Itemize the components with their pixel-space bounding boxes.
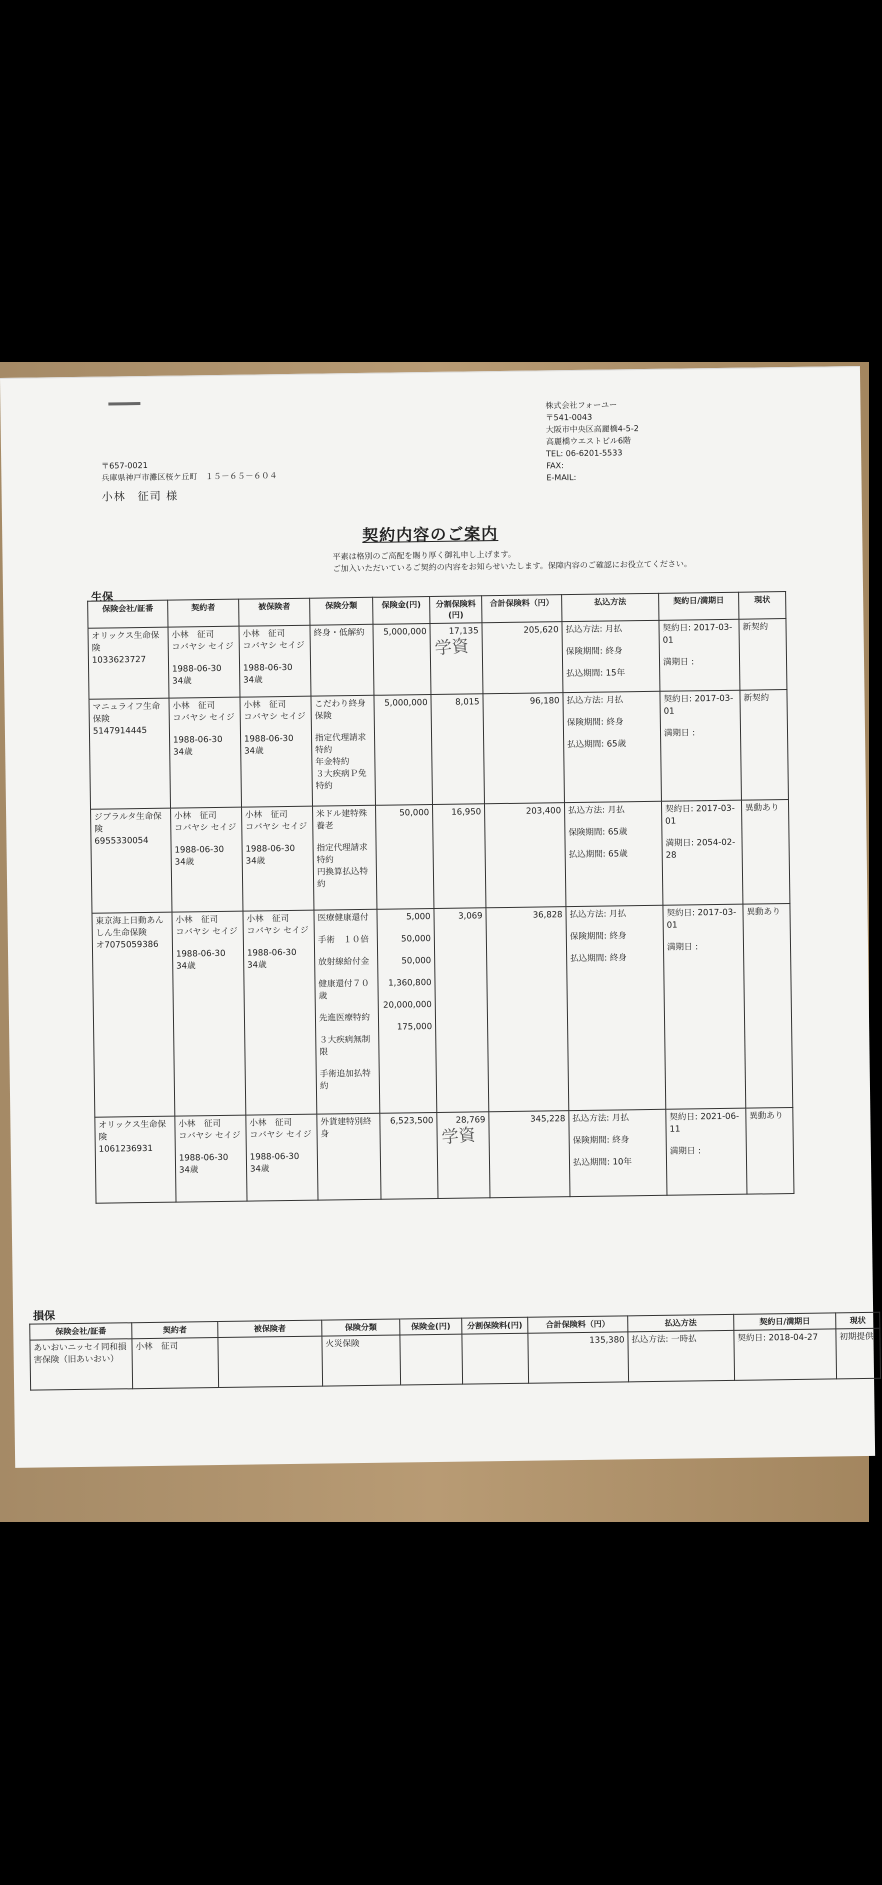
life-cell-premium	[434, 908, 489, 1113]
life-header-cell: 契約日/満期日	[659, 592, 739, 620]
nonlife-header-cell: 契約者	[132, 1322, 218, 1339]
life-payment-line: 払込期間: 終身	[570, 953, 627, 965]
life-cell-total	[486, 907, 569, 1112]
life-cell-company	[91, 808, 172, 913]
life-cell-status	[743, 904, 793, 1109]
life-payment-line: 払込方法: 月払	[569, 909, 627, 921]
company-address-line1: 大阪市中央区高麗橋4-5-2	[545, 424, 639, 435]
life-insured-line: 34歳	[244, 746, 264, 757]
life-header-cell: 現状	[739, 592, 786, 620]
life-premium-value: 28,769	[455, 1115, 486, 1126]
life-insured-line: 34歳	[250, 1164, 270, 1175]
life-company-line: ジブラルタ生命保険	[94, 811, 162, 835]
life-contractor-line: コバヤシ セイジ	[175, 926, 238, 938]
life-category-line: 手術 １０倍	[317, 934, 369, 946]
life-cell-amount	[377, 908, 437, 1113]
life-amount-line: 5,000,000	[384, 698, 428, 709]
life-date-line: 契約日: 2017-03-01	[666, 907, 737, 931]
life-cell-payment	[564, 801, 662, 906]
life-cell-insured	[240, 696, 313, 807]
life-cell-category	[311, 695, 376, 806]
company-address-line2: 高麗橋ウエストビル6階	[545, 436, 632, 447]
nonlife-header-cell: 分割保険料(円)	[462, 1317, 528, 1334]
life-company-line: オ7075059386	[95, 939, 159, 951]
life-total-value: 96,180	[529, 696, 560, 707]
life-company-line: オリックス生命保険	[98, 1119, 167, 1143]
nonlife-header-cell: 合計保険料（円）	[528, 1316, 628, 1333]
life-status-value: 異動あり	[746, 907, 781, 918]
life-insured-line: 1988-06-30	[244, 733, 294, 745]
life-header-cell: 被保険者	[239, 598, 310, 626]
life-cell-amount	[374, 695, 433, 806]
life-status-value: 新契約	[742, 622, 769, 633]
life-cell-status	[741, 800, 789, 905]
life-date-line: 満期日 :	[663, 728, 696, 739]
life-insured-line: コバヤシ セイジ	[243, 711, 306, 723]
life-status-value: 新契約	[743, 693, 770, 704]
document-title: 契約内容のご案内	[362, 524, 499, 545]
life-insurance-table	[87, 591, 794, 1204]
nonlife-cell-amount	[400, 1334, 463, 1385]
life-contractor-line: 小林 征司	[175, 915, 219, 926]
life-insured-line: 小林 征司	[245, 810, 288, 821]
life-amount-line: 5,000	[406, 912, 431, 923]
life-cell-amount	[376, 805, 434, 910]
nonlife-dates-value: 契約日: 2018-04-27	[737, 1332, 819, 1344]
nonlife-cell-contractor	[132, 1338, 219, 1389]
life-table-row	[91, 800, 790, 914]
nonlife-status-value: 初期提供	[839, 1331, 874, 1343]
nonlife-contractor-value: 小林 征司	[135, 1341, 179, 1353]
company-name: 株式会社フォーユー	[545, 400, 618, 411]
life-cell-premium	[431, 694, 485, 805]
life-table-row	[92, 904, 793, 1118]
life-cell-category	[313, 805, 377, 910]
life-cell-dates	[666, 1108, 747, 1195]
life-cell-contractor	[175, 1115, 247, 1202]
life-date-line: 契約日: 2021-06-11	[669, 1111, 740, 1135]
life-date-line: 契約日: 2017-03-01	[662, 622, 733, 646]
life-payment-line: 払込期間: 15年	[566, 668, 626, 680]
nonlife-cell-company	[30, 1339, 133, 1390]
life-premium-value: 8,015	[455, 697, 480, 708]
life-header-cell: 契約者	[168, 599, 239, 627]
life-insured-line: 1988-06-30	[243, 662, 293, 674]
recipient-name: 小林 征司 様	[101, 489, 179, 504]
life-cell-company	[89, 698, 171, 809]
life-table-row	[88, 619, 787, 700]
life-category-line: 米ドル建特殊養老	[316, 808, 368, 832]
life-cell-payment	[566, 905, 666, 1110]
life-cell-insured	[243, 910, 317, 1115]
life-category-line: ３大疾病無制限	[319, 1034, 371, 1058]
handwritten-note: 学資	[434, 636, 470, 660]
life-company-line: オリックス生命保険	[91, 630, 160, 654]
life-category-line: 健康還付７０歳	[318, 978, 370, 1002]
life-contractor-line: 小林 征司	[171, 630, 215, 641]
life-company-line: 5147914445	[92, 725, 148, 737]
life-cell-dates	[660, 690, 742, 801]
life-date-line: 契約日: 2017-03-01	[665, 803, 735, 827]
document-paper	[0, 366, 875, 1468]
handwritten-note: 学資	[440, 1125, 477, 1149]
life-cell-status	[739, 619, 787, 691]
life-cell-total	[483, 693, 565, 804]
life-category-line: 円換算払込特約	[316, 866, 369, 890]
life-amount-line: 6,523,500	[390, 1116, 434, 1127]
recipient-address	[101, 458, 277, 484]
nonlife-cell-payment	[628, 1330, 735, 1381]
life-table-row	[89, 690, 788, 810]
top-letterbox	[0, 0, 869, 362]
life-contractor-line: 小林 征司	[172, 701, 216, 712]
nonlife-header-cell: 保険金(円)	[400, 1318, 462, 1335]
life-contractor-line: 34歳	[173, 747, 193, 758]
life-cell-total	[484, 803, 565, 908]
life-date-line: 満期日 :	[662, 657, 695, 668]
life-contractor-line: 1988-06-30	[173, 734, 223, 746]
life-cell-dates	[663, 904, 746, 1109]
life-cell-premium	[430, 623, 483, 695]
life-cell-premium	[432, 804, 485, 909]
life-cell-amount	[380, 1112, 438, 1199]
life-cell-payment	[569, 1109, 667, 1196]
life-category-line: 年金特約	[315, 757, 350, 768]
life-category-line: 手術追加払特約	[319, 1068, 371, 1092]
life-date-line: 満期日 :	[669, 1146, 702, 1157]
life-amount-line: 175,000	[396, 1022, 433, 1033]
nonlife-insurance-table	[29, 1312, 881, 1391]
nonlife-header-cell: 保険会社/証番	[30, 1323, 132, 1340]
life-insured-line: 1988-06-30	[249, 1151, 300, 1163]
life-category-line: 外貨建特別終身	[320, 1116, 372, 1140]
company-tel: TEL: 06-6201-5533	[546, 448, 623, 459]
life-category-line: 放射線給付金	[318, 956, 370, 968]
greeting-line-1: 平素は格別のご高配を賜り厚く御礼申し上げます。	[332, 549, 516, 562]
life-insured-line: コバヤシ セイジ	[245, 821, 308, 833]
nonlife-header-cell: 払込方法	[628, 1314, 734, 1331]
life-category-line: 指定代理請求特約	[314, 732, 367, 756]
company-email: E-MAIL:	[546, 472, 577, 483]
nonlife-cell-premium	[462, 1333, 529, 1384]
company-block	[545, 399, 639, 484]
life-contractor-line: 34歳	[172, 676, 192, 687]
life-category-line: こだわり終身保険	[314, 698, 366, 722]
life-payment-line: 払込方法: 月払	[566, 695, 624, 707]
life-contractor-line: 34歳	[179, 1165, 199, 1176]
life-cell-total	[482, 622, 563, 694]
life-cell-total	[489, 1111, 570, 1198]
nonlife-category-value: 火災保険	[325, 1339, 360, 1350]
life-cell-payment	[563, 691, 662, 802]
life-premium-value: 3,069	[458, 911, 483, 922]
life-contractor-line: 1988-06-30	[175, 948, 226, 960]
life-payment-line: 払込期間: 10年	[572, 1157, 632, 1169]
life-company-line: 東京海上日動あんしん生命保険	[95, 915, 164, 939]
life-company-line: 1033623727	[91, 654, 147, 666]
life-amount-line: 1,360,800	[388, 978, 432, 989]
life-header-cell: 保険分類	[310, 597, 373, 625]
life-category-line: 医療健康還付	[317, 912, 369, 924]
life-amount-line: 5,000,000	[383, 627, 427, 638]
life-insured-line: 小林 征司	[243, 700, 287, 711]
life-payment-line: 払込方法: 月払	[572, 1113, 630, 1125]
logo-mark	[108, 402, 140, 405]
life-contractor-line: 34歳	[174, 857, 195, 868]
life-cell-status	[740, 690, 789, 801]
life-payment-line: 保険期間: 65歳	[568, 827, 628, 839]
life-payment-line: 払込期間: 65歳	[567, 739, 627, 751]
life-table-row	[95, 1108, 794, 1204]
life-contractor-line: 1988-06-30	[172, 663, 222, 675]
nonlife-cell-insured	[218, 1336, 323, 1387]
life-cell-dates	[659, 619, 740, 691]
life-category-line: ３大疾病Ｐ免特約	[315, 768, 367, 792]
life-cell-amount	[373, 624, 431, 696]
life-cell-contractor	[168, 626, 240, 698]
life-insured-line: コバヤシ セイジ	[242, 640, 305, 652]
life-payment-line: 保険期間: 終身	[566, 717, 624, 729]
life-cell-category	[314, 909, 380, 1114]
life-date-line: 満期日 :	[666, 942, 699, 953]
life-insured-line: 小林 征司	[249, 1117, 293, 1129]
nonlife-company-value: あいおいニッセイ同和損害保険（旧あいおい）	[33, 1342, 127, 1366]
life-cell-premium	[437, 1112, 490, 1199]
life-header-cell: 保険会社/証番	[88, 600, 168, 628]
life-payment-line: 保険期間: 終身	[572, 1135, 630, 1147]
nonlife-cell-status	[836, 1328, 881, 1379]
life-category-line: 指定代理請求特約	[316, 842, 368, 866]
life-status-value: 異動あり	[745, 803, 780, 814]
life-premium-value: 17,135	[448, 626, 479, 637]
life-total-value: 205,620	[523, 625, 559, 636]
nonlife-header-cell: 被保険者	[218, 1320, 322, 1337]
life-contractor-line: コバヤシ セイジ	[178, 1130, 241, 1142]
life-insured-line: コバヤシ セイジ	[246, 925, 309, 937]
greeting-text	[332, 546, 691, 575]
nonlife-cell-category	[322, 1335, 401, 1386]
life-insured-line: 小林 征司	[242, 629, 286, 640]
bottom-letterbox	[0, 1522, 869, 1885]
life-cell-contractor	[172, 911, 246, 1116]
life-cell-category	[317, 1113, 381, 1200]
life-insured-line: 1988-06-30	[245, 843, 296, 855]
life-cell-insured	[239, 625, 311, 697]
life-amount-line: 50,000	[401, 956, 432, 967]
life-cell-category	[310, 624, 374, 696]
life-insured-line: 小林 征司	[246, 914, 290, 925]
life-header-cell: 払込方法	[562, 593, 659, 621]
greeting-line-2: ご加入いただいているご契約の内容をお知らせいたします。保障内容のご確認にお役立てください。	[332, 559, 692, 574]
life-status-value: 異動あり	[749, 1111, 784, 1122]
life-cell-status	[746, 1108, 794, 1195]
nonlife-cell-dates	[734, 1329, 837, 1380]
life-contractor-line: 1988-06-30	[174, 844, 225, 856]
life-contractor-line: 小林 征司	[178, 1118, 222, 1130]
life-insured-line: コバヤシ セイジ	[249, 1129, 312, 1141]
life-header-cell: 合計保険料（円）	[482, 595, 562, 623]
life-payment-line: 払込方法: 月払	[568, 805, 625, 817]
life-amount-line: 50,000	[401, 934, 431, 945]
life-header-cell: 保険金(円)	[373, 597, 430, 625]
life-contractor-line: 1988-06-30	[178, 1152, 229, 1164]
life-cell-company	[88, 627, 169, 699]
life-cell-insured	[242, 806, 314, 911]
life-cell-insured	[246, 1114, 318, 1201]
life-insured-line: 1988-06-30	[246, 947, 297, 959]
life-company-line: 6955330054	[94, 835, 149, 847]
life-contractor-line: コバヤシ セイジ	[171, 641, 234, 653]
nonlife-payment-value: 払込方法: 一時払	[631, 1334, 697, 1346]
life-cell-company	[92, 912, 175, 1117]
company-fax: FAX:	[546, 461, 564, 471]
life-contractor-line: コバヤシ セイジ	[174, 822, 237, 834]
life-total-value: 203,400	[525, 806, 562, 817]
life-date-line: 契約日: 2017-03-01	[663, 693, 734, 717]
company-postal: 〒541-0043	[545, 412, 593, 423]
life-total-value: 36,828	[532, 910, 563, 921]
life-payment-line: 払込期間: 65歳	[568, 849, 628, 861]
life-insured-line: 34歳	[243, 675, 263, 686]
life-contractor-line: 34歳	[176, 961, 196, 972]
life-payment-line: 保険期間: 終身	[569, 931, 627, 943]
life-cell-contractor	[169, 697, 242, 808]
life-company-line: 1061236931	[98, 1143, 153, 1155]
life-cell-company	[95, 1116, 176, 1203]
life-category-line: 終身・低解約	[313, 627, 365, 639]
life-cell-dates	[661, 800, 742, 905]
life-premium-value: 16,950	[451, 807, 482, 818]
life-date-line: 満期日: 2054-02-28	[665, 837, 736, 861]
nonlife-header-cell: 保険分類	[322, 1319, 400, 1336]
life-amount-line: 50,000	[399, 808, 430, 819]
life-insured-line: 34歳	[245, 856, 266, 867]
life-cell-contractor	[171, 807, 243, 912]
life-insurance-label: 生保	[90, 590, 114, 604]
life-amount-line: 20,000,000	[383, 1000, 432, 1011]
life-contractor-line: コバヤシ セイジ	[172, 712, 235, 724]
life-insured-line: 34歳	[247, 960, 267, 971]
life-company-line: マニュライフ生命保険	[92, 701, 161, 725]
nonlife-header-cell: 現状	[836, 1312, 880, 1329]
recipient-postal: 〒657-0021	[101, 460, 148, 471]
life-total-value: 345,228	[530, 1114, 566, 1125]
life-contractor-line: 小林 征司	[174, 811, 217, 822]
nonlife-cell-total	[528, 1332, 629, 1383]
life-cell-payment	[562, 620, 660, 692]
nonlife-insurance-label: 損保	[33, 1309, 56, 1323]
life-header-cell: 分割保険料(円)	[430, 596, 482, 624]
nonlife-header-cell: 契約日/満期日	[734, 1313, 836, 1330]
recipient-street: 兵庫県神戸市灘区桜ケ丘町 １５－６５－６０４	[101, 471, 278, 483]
life-category-line: 先進医療特約	[318, 1012, 371, 1024]
life-payment-line: 払込方法: 月払	[565, 624, 623, 636]
life-payment-line: 保険期間: 終身	[565, 646, 623, 658]
nonlife-total-value: 135,380	[589, 1335, 625, 1346]
